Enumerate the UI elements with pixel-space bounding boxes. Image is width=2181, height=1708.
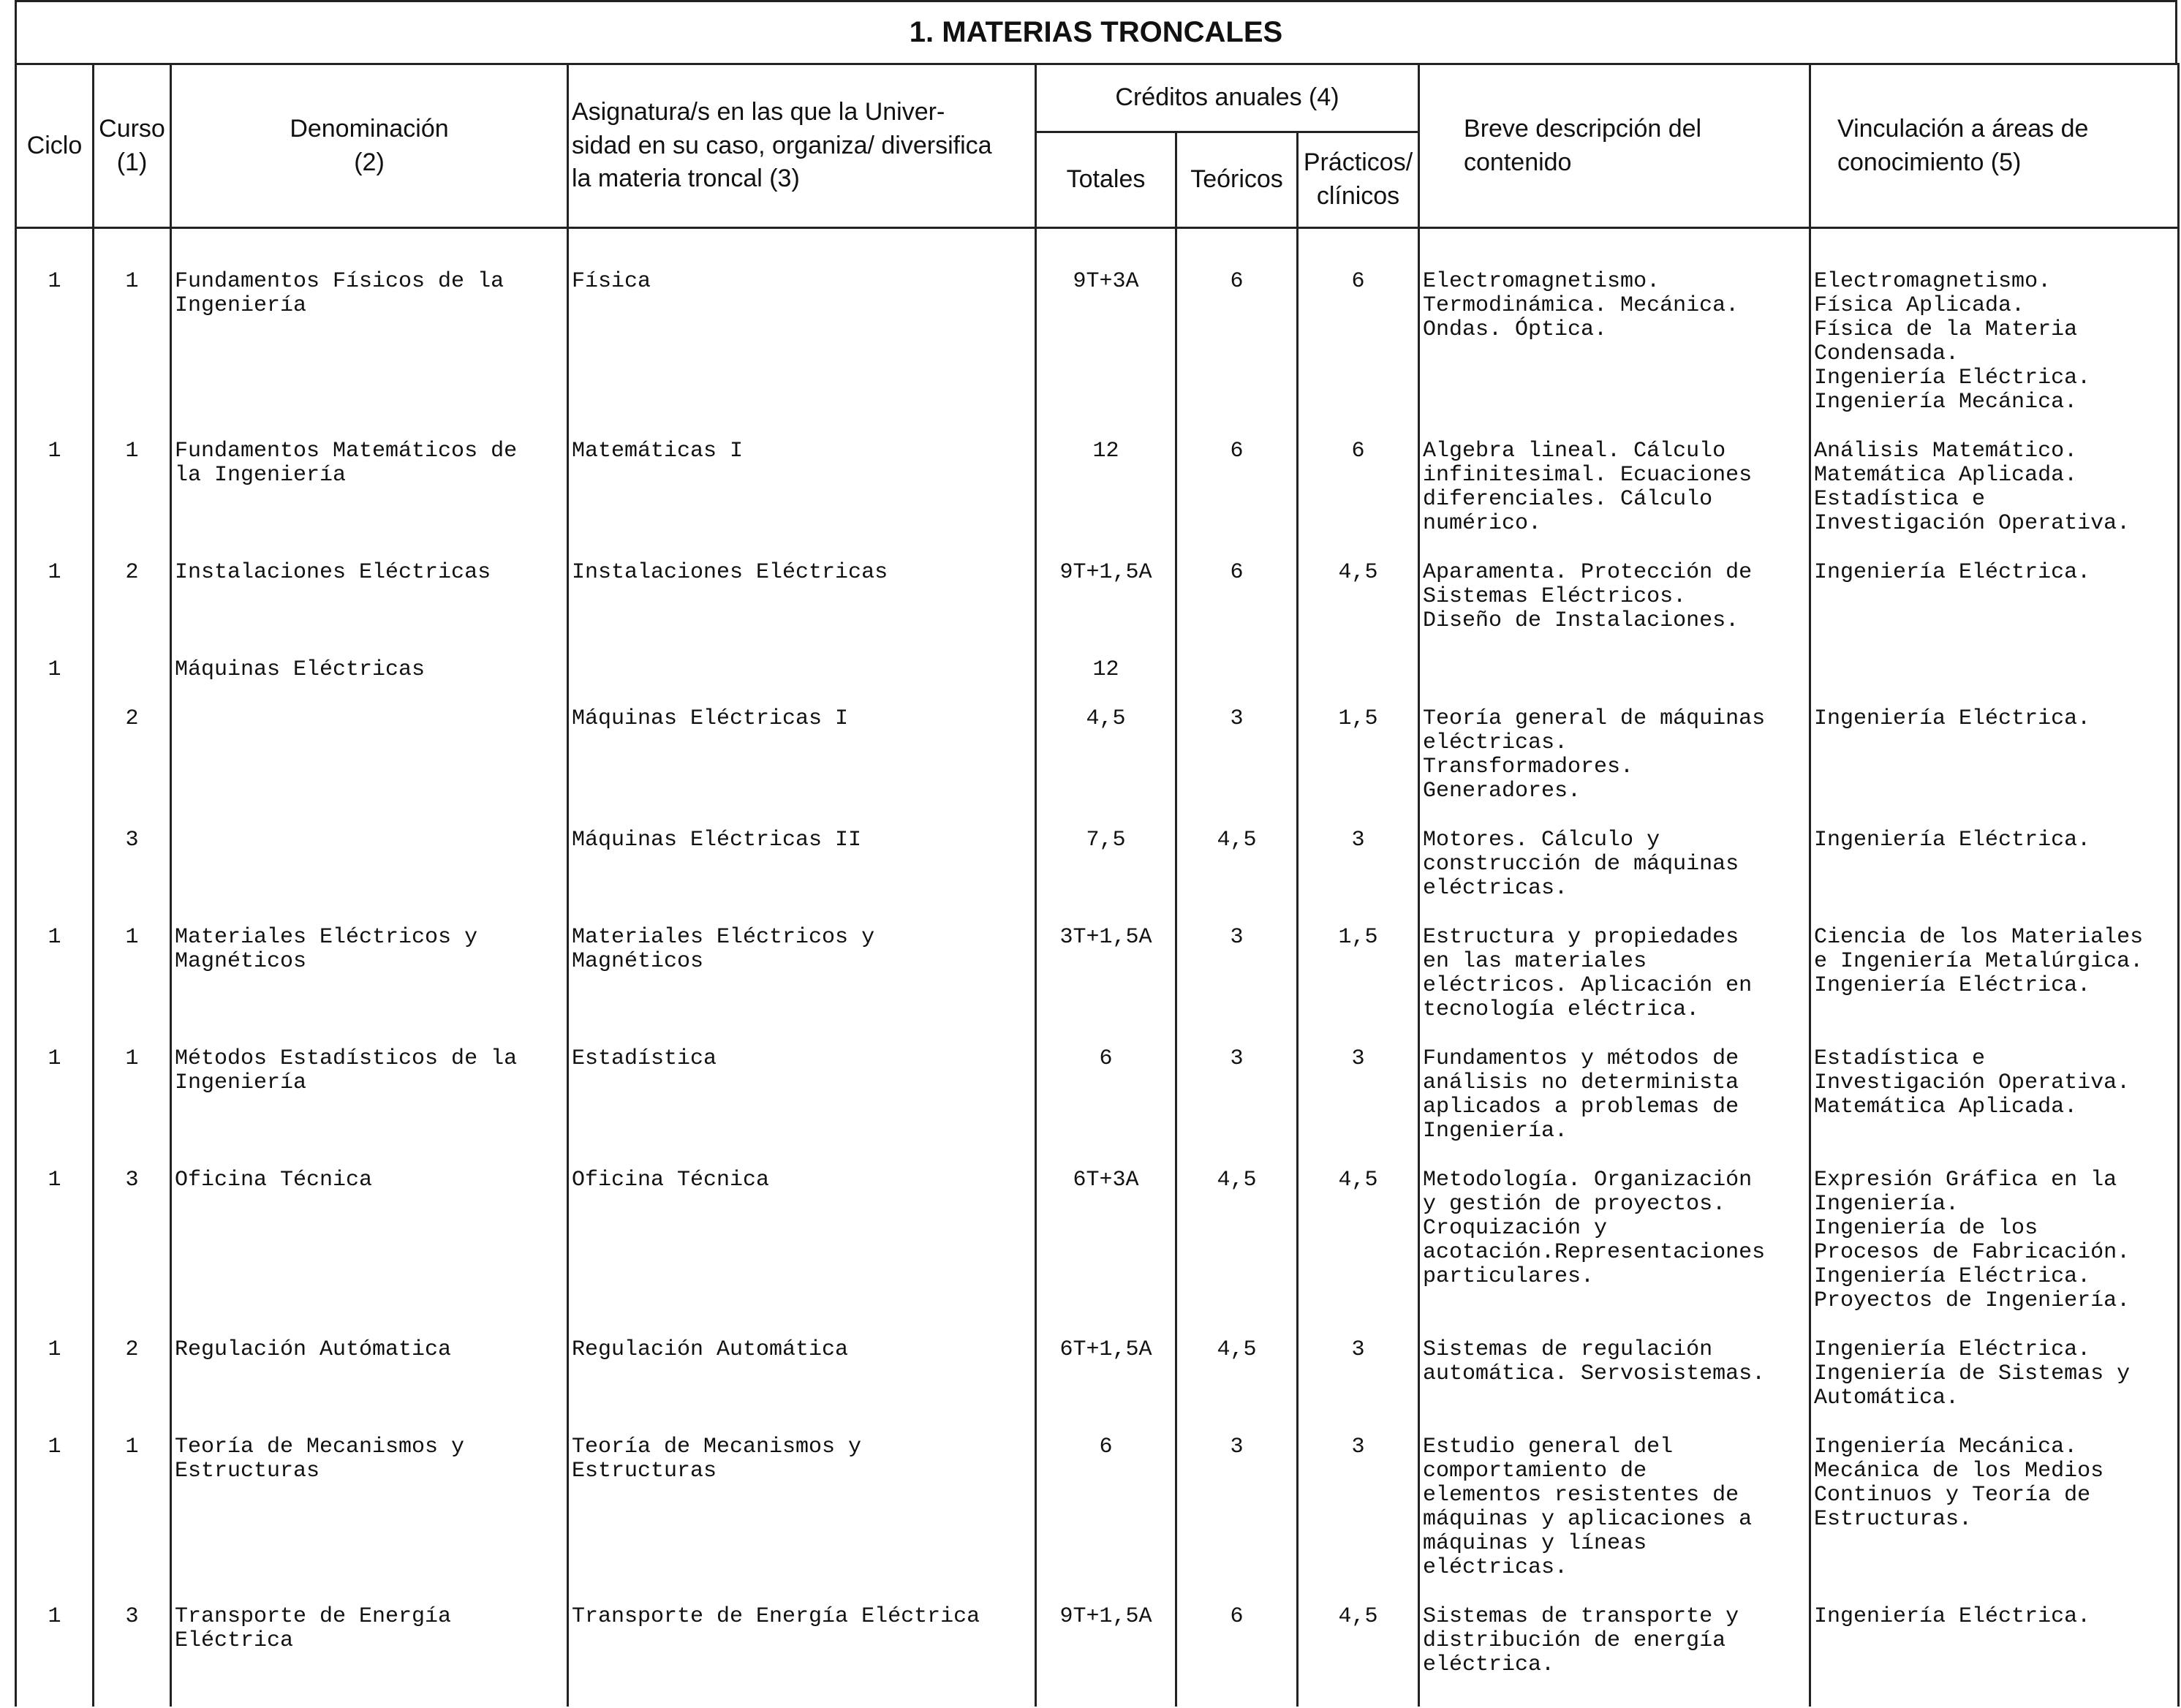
- cell-curso: 1: [94, 1047, 171, 1168]
- cell-totales: 6: [1036, 1435, 1176, 1605]
- cell-asignatura: Transporte de Energía Eléctrica: [568, 1605, 1036, 1707]
- cell-descripcion: Estudio general del comportamiento de elementos resistentes de máquinas y aplicaciones a máquinas y líneas eléctricas.: [1419, 1435, 1810, 1605]
- cell-ciclo: 1: [16, 1435, 94, 1605]
- cell-asignatura: Regulación Automática: [568, 1338, 1036, 1435]
- cell-ciclo: 1: [16, 439, 94, 561]
- header-vinculacion: Vinculación a áreas de conocimiento (5): [1810, 64, 2179, 228]
- cell-curso: 1: [94, 439, 171, 561]
- header-curso: Curso (1): [94, 64, 171, 228]
- cell-curso: 1: [94, 228, 171, 440]
- cell-totales: 12: [1036, 439, 1176, 561]
- cell-asignatura: Instalaciones Eléctricas: [568, 561, 1036, 658]
- cell-teoricos: 3: [1176, 926, 1298, 1047]
- cell-practicos: 4,5: [1298, 1168, 1419, 1338]
- cell-teoricos: 4,5: [1176, 828, 1298, 926]
- cell-ciclo: [16, 707, 94, 828]
- header-practicos: Prácticos/ clínicos: [1298, 132, 1419, 228]
- cell-asignatura: Matemáticas I: [568, 439, 1036, 561]
- cell-practicos: 1,5: [1298, 707, 1419, 828]
- cell-totales: 6T+1,5A: [1036, 1338, 1176, 1435]
- cell-teoricos: 6: [1176, 1605, 1298, 1707]
- cell-teoricos: 6: [1176, 228, 1298, 440]
- cell-asignatura: Materiales Eléctricos y Magnéticos: [568, 926, 1036, 1047]
- cell-asignatura: Máquinas Eléctricas I: [568, 707, 1036, 828]
- header-creditos: Créditos anuales (4): [1036, 64, 1419, 132]
- header-denominacion: Denominación (2): [171, 64, 568, 228]
- cell-asignatura: [568, 658, 1036, 707]
- cell-practicos: 4,5: [1298, 561, 1419, 658]
- cell-vinculacion: Ingeniería Mecánica. Mecánica de los Medios Continuos y Teoría de Estructuras.: [1810, 1435, 2179, 1605]
- header-asignatura: Asignatura/s en las que la Univer- sidad en su caso, organiza/ diversifica la materia troncal (3): [568, 64, 1036, 228]
- cell-practicos: 6: [1298, 228, 1419, 440]
- cell-totales: 4,5: [1036, 707, 1176, 828]
- cell-practicos: 6: [1298, 439, 1419, 561]
- cell-curso: 2: [94, 561, 171, 658]
- cell-denominacion: Transporte de Energía Eléctrica: [171, 1605, 568, 1707]
- cell-descripcion: Estructura y propiedades en las materiales eléctricos. Aplicación en tecnología eléctrica.: [1419, 926, 1810, 1047]
- cell-totales: 6T+3A: [1036, 1168, 1176, 1338]
- cell-descripcion: Aparamenta. Protección de Sistemas Eléctricos. Diseño de Instalaciones.: [1419, 561, 1810, 658]
- cell-totales: 6: [1036, 1047, 1176, 1168]
- header-descripcion: Breve descripción del contenido: [1419, 64, 1810, 228]
- cell-teoricos: 4,5: [1176, 1338, 1298, 1435]
- cell-practicos: 4,5: [1298, 1605, 1419, 1707]
- table-row: [16, 1338, 2179, 1435]
- cell-practicos: 1,5: [1298, 926, 1419, 1047]
- cell-totales: 9T+1,5A: [1036, 1605, 1176, 1707]
- cell-ciclo: 1: [16, 658, 94, 707]
- header-totales: Totales: [1036, 132, 1176, 228]
- cell-practicos: 3: [1298, 1338, 1419, 1435]
- cell-denominacion: [171, 828, 568, 926]
- cell-denominacion: Fundamentos Matemáticos de la Ingeniería: [171, 439, 568, 561]
- cell-totales: 3T+1,5A: [1036, 926, 1176, 1047]
- cell-curso: 1: [94, 926, 171, 1047]
- cell-asignatura: Física: [568, 228, 1036, 440]
- table-row: [16, 1605, 2179, 1707]
- cell-vinculacion: Ingeniería Eléctrica.: [1810, 561, 2179, 658]
- cell-descripcion: Algebra lineal. Cálculo infinitesimal. Ecuaciones diferenciales. Cálculo numérico.: [1419, 439, 1810, 561]
- cell-descripcion: Electromagnetismo. Termodinámica. Mecánica. Ondas. Óptica.: [1419, 228, 1810, 440]
- cell-asignatura: Estadística: [568, 1047, 1036, 1168]
- cell-descripcion: [1419, 658, 1810, 707]
- table-row: [16, 658, 2179, 707]
- cell-teoricos: 6: [1176, 561, 1298, 658]
- cell-curso: 2: [94, 707, 171, 828]
- cell-teoricos: 3: [1176, 707, 1298, 828]
- table-row: [16, 439, 2179, 561]
- page-title: 1. MATERIAS TRONCALES: [15, 0, 2177, 63]
- header-ciclo: Ciclo: [16, 64, 94, 228]
- table-row: [16, 707, 2179, 828]
- cell-descripcion: Teoría general de máquinas eléctricas. Transformadores. Generadores.: [1419, 707, 1810, 828]
- cell-curso: 2: [94, 1338, 171, 1435]
- cell-vinculacion: Ingeniería Eléctrica.: [1810, 828, 2179, 926]
- cell-ciclo: 1: [16, 926, 94, 1047]
- table-row: [16, 828, 2179, 926]
- cell-teoricos: 6: [1176, 439, 1298, 561]
- cell-denominacion: Regulación Autómatica: [171, 1338, 568, 1435]
- cell-asignatura: Máquinas Eléctricas II: [568, 828, 1036, 926]
- cell-denominacion: [171, 707, 568, 828]
- cell-totales: 12: [1036, 658, 1176, 707]
- cell-practicos: [1298, 658, 1419, 707]
- cell-teoricos: 4,5: [1176, 1168, 1298, 1338]
- cell-denominacion: Métodos Estadísticos de la Ingeniería: [171, 1047, 568, 1168]
- table-row: [16, 926, 2179, 1047]
- table-row: [16, 228, 2179, 440]
- document-page: [15, 0, 2181, 1708]
- cell-vinculacion: Electromagnetismo. Física Aplicada. Física de la Materia Condensada. Ingeniería Eléctrica. Ingeniería Mecánica.: [1810, 228, 2179, 440]
- cell-curso: 1: [94, 1435, 171, 1605]
- cell-denominacion: Teoría de Mecanismos y Estructuras: [171, 1435, 568, 1605]
- cell-ciclo: 1: [16, 1605, 94, 1707]
- cell-ciclo: 1: [16, 228, 94, 440]
- cell-vinculacion: Ingeniería Eléctrica. Ingeniería de Sistemas y Automática.: [1810, 1338, 2179, 1435]
- cell-asignatura: Oficina Técnica: [568, 1168, 1036, 1338]
- cell-vinculacion: Análisis Matemático. Matemática Aplicada. Estadística e Investigación Operativa.: [1810, 439, 2179, 561]
- cell-denominacion: Instalaciones Eléctricas: [171, 561, 568, 658]
- cell-curso: [94, 658, 171, 707]
- cell-ciclo: [16, 828, 94, 926]
- cell-totales: 9T+1,5A: [1036, 561, 1176, 658]
- cell-teoricos: [1176, 658, 1298, 707]
- cell-descripcion: Sistemas de regulación automática. Servosistemas.: [1419, 1338, 1810, 1435]
- cell-descripcion: Motores. Cálculo y construcción de máquinas eléctricas.: [1419, 828, 1810, 926]
- cell-curso: 3: [94, 1168, 171, 1338]
- cell-vinculacion: [1810, 658, 2179, 707]
- cell-totales: 7,5: [1036, 828, 1176, 926]
- cell-vinculacion: Ciencia de los Materiales e Ingeniería Metalúrgica. Ingeniería Eléctrica.: [1810, 926, 2179, 1047]
- cell-ciclo: 1: [16, 1338, 94, 1435]
- cell-denominacion: Materiales Eléctricos y Magnéticos: [171, 926, 568, 1047]
- cell-curso: 3: [94, 1605, 171, 1707]
- cell-vinculacion: Ingeniería Eléctrica.: [1810, 1605, 2179, 1707]
- cell-denominacion: Fundamentos Físicos de la Ingeniería: [171, 228, 568, 440]
- cell-ciclo: 1: [16, 561, 94, 658]
- cell-practicos: 3: [1298, 1435, 1419, 1605]
- cell-practicos: 3: [1298, 828, 1419, 926]
- cell-descripcion: Metodología. Organización y gestión de proyectos. Croquización y acotación.Representaciones particulares.: [1419, 1168, 1810, 1338]
- cell-curso: 3: [94, 828, 171, 926]
- cell-vinculacion: Estadística e Investigación Operativa. Matemática Aplicada.: [1810, 1047, 2179, 1168]
- cell-asignatura: Teoría de Mecanismos y Estructuras: [568, 1435, 1036, 1605]
- table-row: [16, 1435, 2179, 1605]
- cell-denominacion: Oficina Técnica: [171, 1168, 568, 1338]
- cell-vinculacion: Ingeniería Eléctrica.: [1810, 707, 2179, 828]
- cell-teoricos: 3: [1176, 1435, 1298, 1605]
- cell-practicos: 3: [1298, 1047, 1419, 1168]
- cell-totales: 9T+3A: [1036, 228, 1176, 440]
- cell-denominacion: Máquinas Eléctricas: [171, 658, 568, 707]
- cell-descripcion: Sistemas de transporte y distribución de energía eléctrica.: [1419, 1605, 1810, 1707]
- cell-vinculacion: Expresión Gráfica en la Ingeniería. Ingeniería de los Procesos de Fabricación. Ingeniería Eléctrica. Proyectos de Ingeniería.: [1810, 1168, 2179, 1338]
- cell-teoricos: 3: [1176, 1047, 1298, 1168]
- header-teoricos: Teóricos: [1176, 132, 1298, 228]
- table-row: [16, 1168, 2179, 1338]
- materias-table: [15, 63, 2180, 1707]
- table-row: [16, 561, 2179, 658]
- cell-ciclo: 1: [16, 1168, 94, 1338]
- cell-ciclo: 1: [16, 1047, 94, 1168]
- cell-descripcion: Fundamentos y métodos de análisis no determinista aplicados a problemas de Ingeniería.: [1419, 1047, 1810, 1168]
- table-row: [16, 1047, 2179, 1168]
